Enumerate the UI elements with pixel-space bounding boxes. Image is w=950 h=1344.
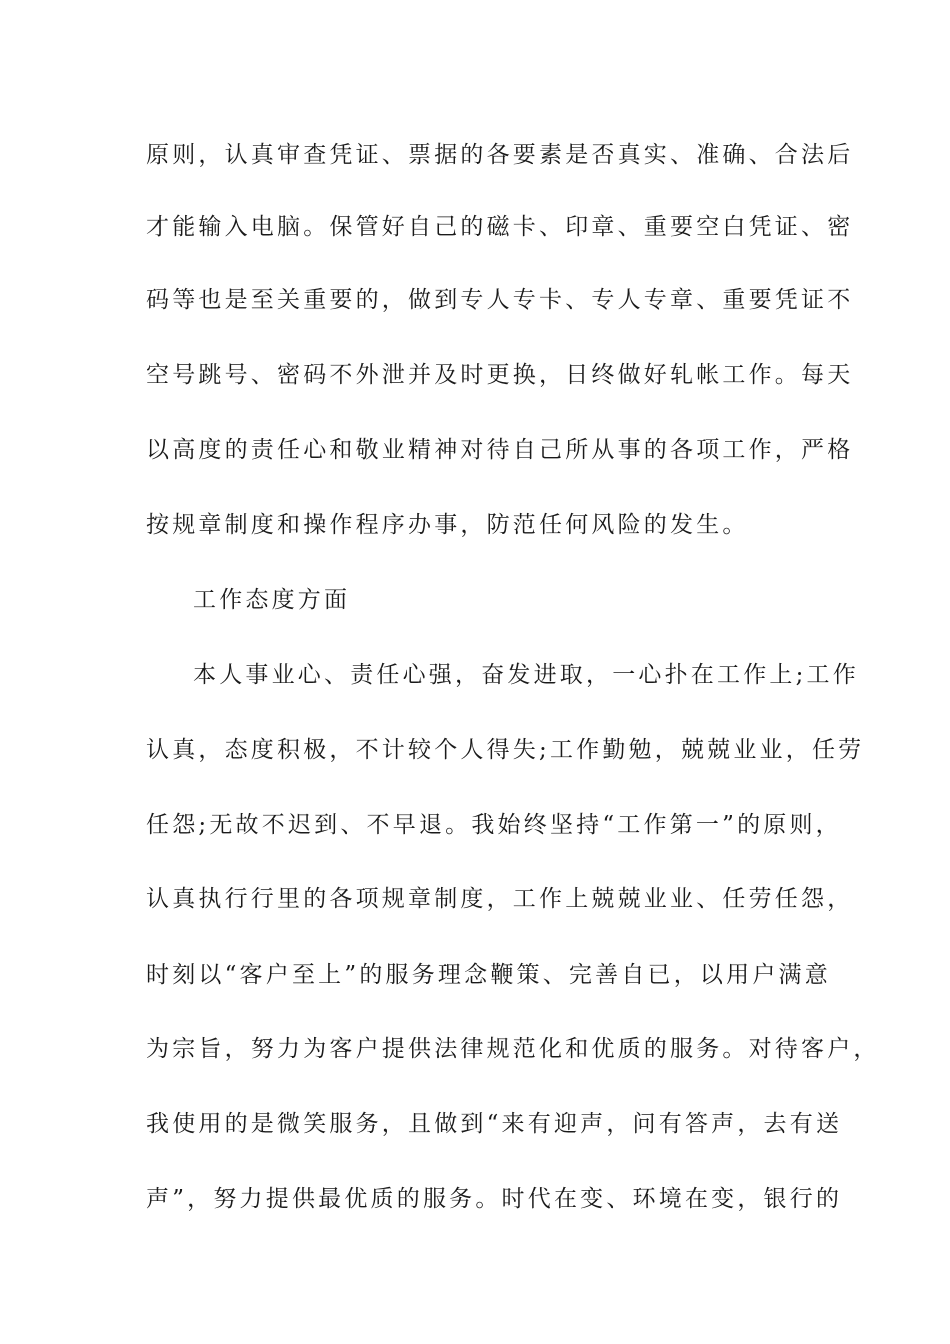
paragraph-line: 本人事业心、责任心强，奋发进取，一心扑在工作上;工作 — [193, 662, 859, 688]
paragraph-line: 认真，态度积极，不计较个人得失;工作勤勉，兢兢业业，任劳 — [146, 737, 865, 763]
paragraph-line: 以高度的责任心和敬业精神对待自己所从事的各项工作，严格 — [146, 437, 854, 463]
paragraph-line: 认真执行行里的各项规章制度，工作上兢兢业业、任劳任怨， — [146, 886, 854, 912]
paragraph-line: 码等也是至关重要的，做到专人专卡、专人专章、重要凭证不 — [146, 287, 854, 313]
section-heading: 工作态度方面 — [193, 587, 351, 613]
paragraph-line: 按规章制度和操作程序办事，防范任何风险的发生。 — [146, 512, 749, 538]
paragraph-line: 任怨;无故不迟到、不早退。我始终坚持“工作第一”的原则， — [146, 812, 842, 838]
paragraph-line: 为宗旨，努力为客户提供法律规范化和优质的服务。对待客户， — [146, 1036, 880, 1062]
paragraph-line: 才能输入电脑。保管好自己的磁卡、印章、重要空白凭证、密 — [146, 214, 854, 240]
paragraph-line: 空号跳号、密码不外泄并及时更换，日终做好轧帐工作。每天 — [146, 362, 854, 388]
paragraph-line: 原则，认真审查凭证、票据的各要素是否真实、准确、合法后 — [146, 142, 854, 168]
paragraph-line: 我使用的是微笑服务，且做到“来有迎声，问有答声，去有送 — [146, 1111, 843, 1137]
paragraph-line: 时刻以“客户至上”的服务理念鞭策、完善自已，以用户满意 — [146, 962, 831, 988]
paragraph-line: 声”，努力提供最优质的服务。时代在变、环境在变，银行的 — [146, 1186, 843, 1212]
